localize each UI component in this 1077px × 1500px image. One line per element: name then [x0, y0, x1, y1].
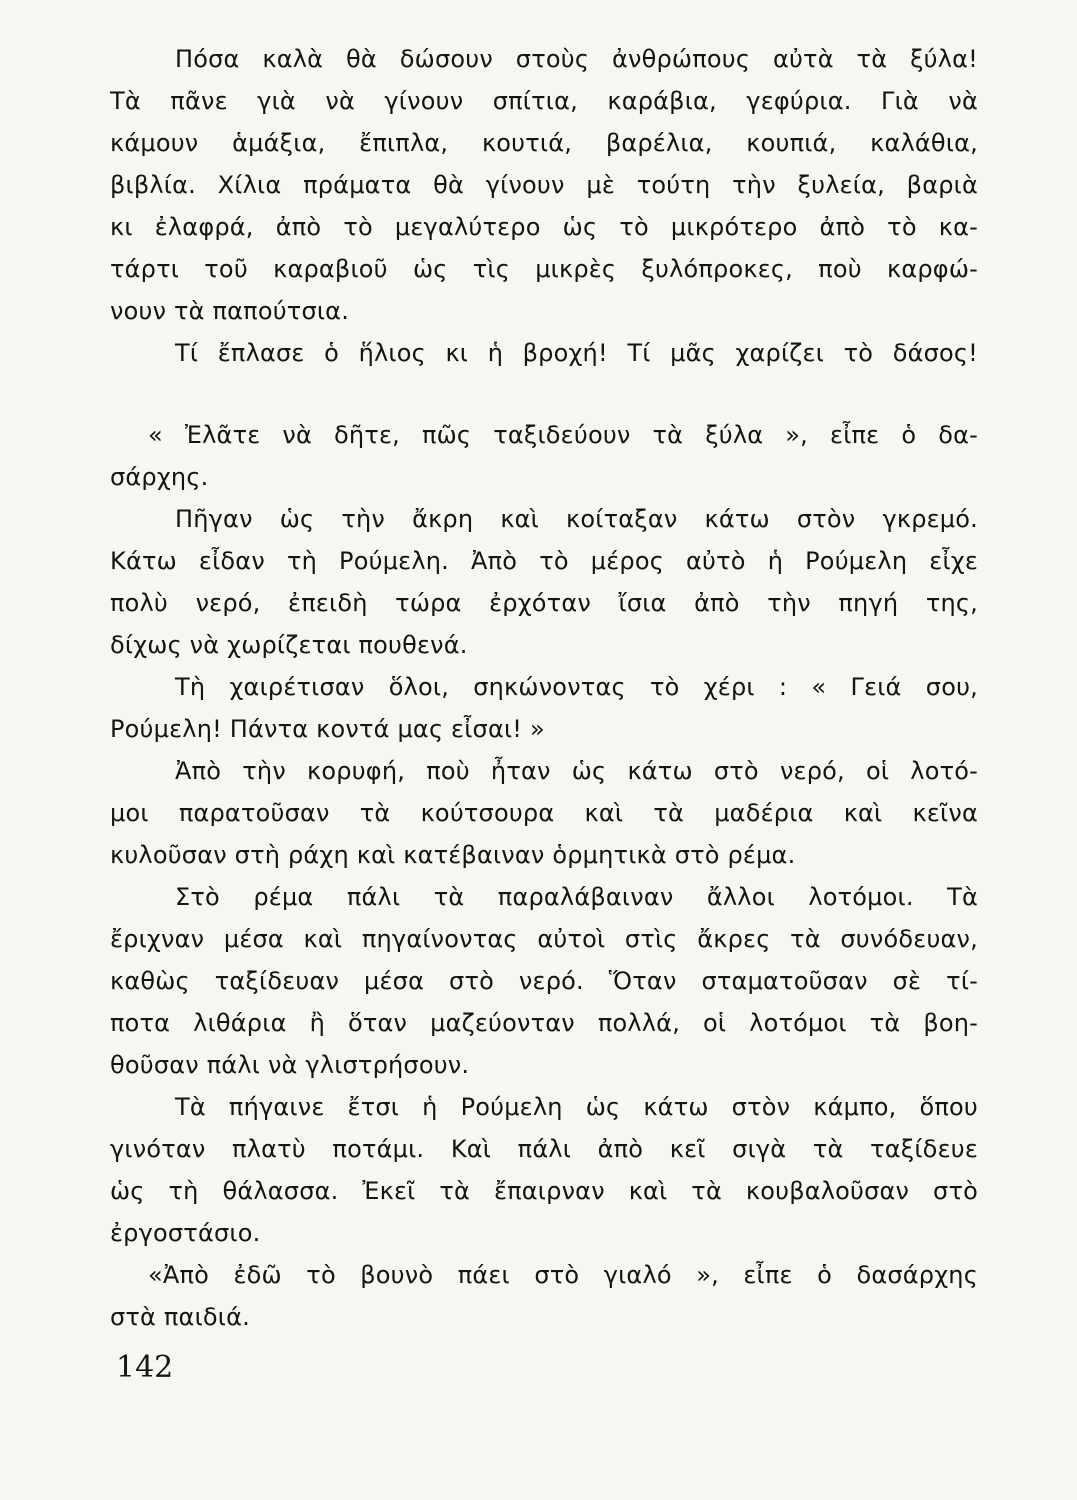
- text-line: μοι παρατοῦσαν τὰ κούτσουρα καὶ τὰ μαδέρια καὶ κεῖνα: [110, 799, 978, 827]
- text-line: ποτα λιθάρια ἢ ὅταν μαζεύονταν πολλά, οἱ λοτόμοι τὰ βοη-: [110, 1009, 978, 1037]
- text-line: καθὼς ταξίδευαν μέσα στὸ νερό. Ὅταν σταματοῦσαν σὲ τί-: [110, 967, 978, 995]
- text-line: Πόσα καλὰ θὰ δώσουν στοὺς ἀνθρώπους αὐτὰ τὰ ξύλα!: [175, 45, 978, 73]
- text-line: Ἀπὸ τὴν κορυφή, ποὺ ἦταν ὡς κάτω στὸ νερό, οἱ λοτό-: [175, 757, 978, 785]
- paragraph: [110, 1086, 978, 1254]
- text-line: θοῦσαν πάλι νὰ γλιστρήσουν.: [110, 1051, 470, 1079]
- paragraph: [110, 876, 978, 1086]
- text-line: βιβλία. Χίλια πράματα θὰ γίνουν μὲ τούτη τὴν ξυλεία, βαριὰ: [110, 171, 978, 199]
- text-line: Ρούμελη! Πάντα κοντά μας εἶσαι! »: [110, 715, 545, 743]
- paragraph: [110, 1254, 978, 1338]
- paragraph: [110, 750, 978, 876]
- paragraph: [110, 332, 978, 374]
- page-body-text: [110, 38, 978, 1338]
- paragraph: [110, 666, 978, 750]
- text-line: ἔριχναν μέσα καὶ πηγαίνοντας αὐτοὶ στὶς ἄκρες τὰ συνόδευαν,: [110, 925, 978, 953]
- text-line: Πῆγαν ὡς τὴν ἄκρη καὶ κοίταξαν κάτω στὸν γκρεμό.: [175, 505, 978, 533]
- text-line: γινόταν πλατὺ ποτάμι. Καὶ πάλι ἀπὸ κεῖ σιγὰ τὰ ταξίδευε: [110, 1135, 978, 1163]
- text-line: νουν τὰ παπούτσια.: [110, 297, 350, 325]
- paragraph: [110, 498, 978, 666]
- paragraph: [110, 414, 978, 498]
- text-line: Τί ἔπλασε ὁ ἥλιος κι ἡ βροχή! Τί μᾶς χαρίζει τὸ δάσος!: [175, 339, 978, 367]
- paragraph: [110, 38, 978, 332]
- text-line: ὡς τὴ θάλασσα. Ἐκεῖ τὰ ἔπαιρναν καὶ τὰ κουβαλοῦσαν στὸ: [110, 1177, 978, 1205]
- text-line: τάρτι τοῦ καραβιοῦ ὡς τὶς μικρὲς ξυλόπροκες, ποὺ καρφώ-: [110, 255, 978, 283]
- page-number: 142: [116, 1350, 174, 1385]
- text-line: κυλοῦσαν στὴ ράχη καὶ κατέβαιναν ὁρμητικὰ στὸ ρέμα.: [110, 841, 796, 869]
- text-line: Στὸ ρέμα πάλι τὰ παραλάβαιναν ἄλλοι λοτόμοι. Τὰ: [175, 883, 978, 911]
- text-line: σάρχης.: [110, 463, 209, 491]
- text-line: Τὰ πήγαινε ἔτσι ἡ Ρούμελη ὡς κάτω στὸν κάμπο, ὅπου: [175, 1093, 978, 1121]
- text-line: στὰ παιδιά.: [110, 1303, 250, 1331]
- text-line: δίχως νὰ χωρίζεται πουθενά.: [110, 631, 468, 659]
- text-line: Τὰ πᾶνε γιὰ νὰ γίνουν σπίτια, καράβια, γεφύρια. Γιὰ νὰ: [110, 87, 978, 115]
- text-line: κι ἐλαφρά, ἀπὸ τὸ μεγαλύτερο ὡς τὸ μικρότερο ἀπὸ τὸ κα-: [110, 213, 978, 241]
- text-line: πολὺ νερό, ἐπειδὴ τώρα ἐρχόταν ἴσια ἀπὸ τὴν πηγή της,: [110, 589, 978, 617]
- paragraph-gap: [110, 374, 978, 414]
- text-line: «Ἀπὸ ἐδῶ τὸ βουνὸ πάει στὸ γιαλό », εἶπε ὁ δασάρχης: [148, 1261, 978, 1289]
- text-line: ἐργοστάσιο.: [110, 1219, 261, 1247]
- text-line: Κάτω εἶδαν τὴ Ρούμελη. Ἀπὸ τὸ μέρος αὐτὸ ἡ Ρούμελη εἶχε: [110, 547, 978, 575]
- text-line: « Ἐλᾶτε νὰ δῆτε, πῶς ταξιδεύουν τὰ ξύλα », εἶπε ὁ δα-: [148, 421, 978, 449]
- text-line: κάμουν ἁμάξια, ἔπιπλα, κουτιά, βαρέλια, κουπιά, καλάθια,: [110, 129, 978, 157]
- text-line: Τὴ χαιρέτισαν ὅλοι, σηκώνοντας τὸ χέρι : « Γειά σου,: [175, 673, 978, 701]
